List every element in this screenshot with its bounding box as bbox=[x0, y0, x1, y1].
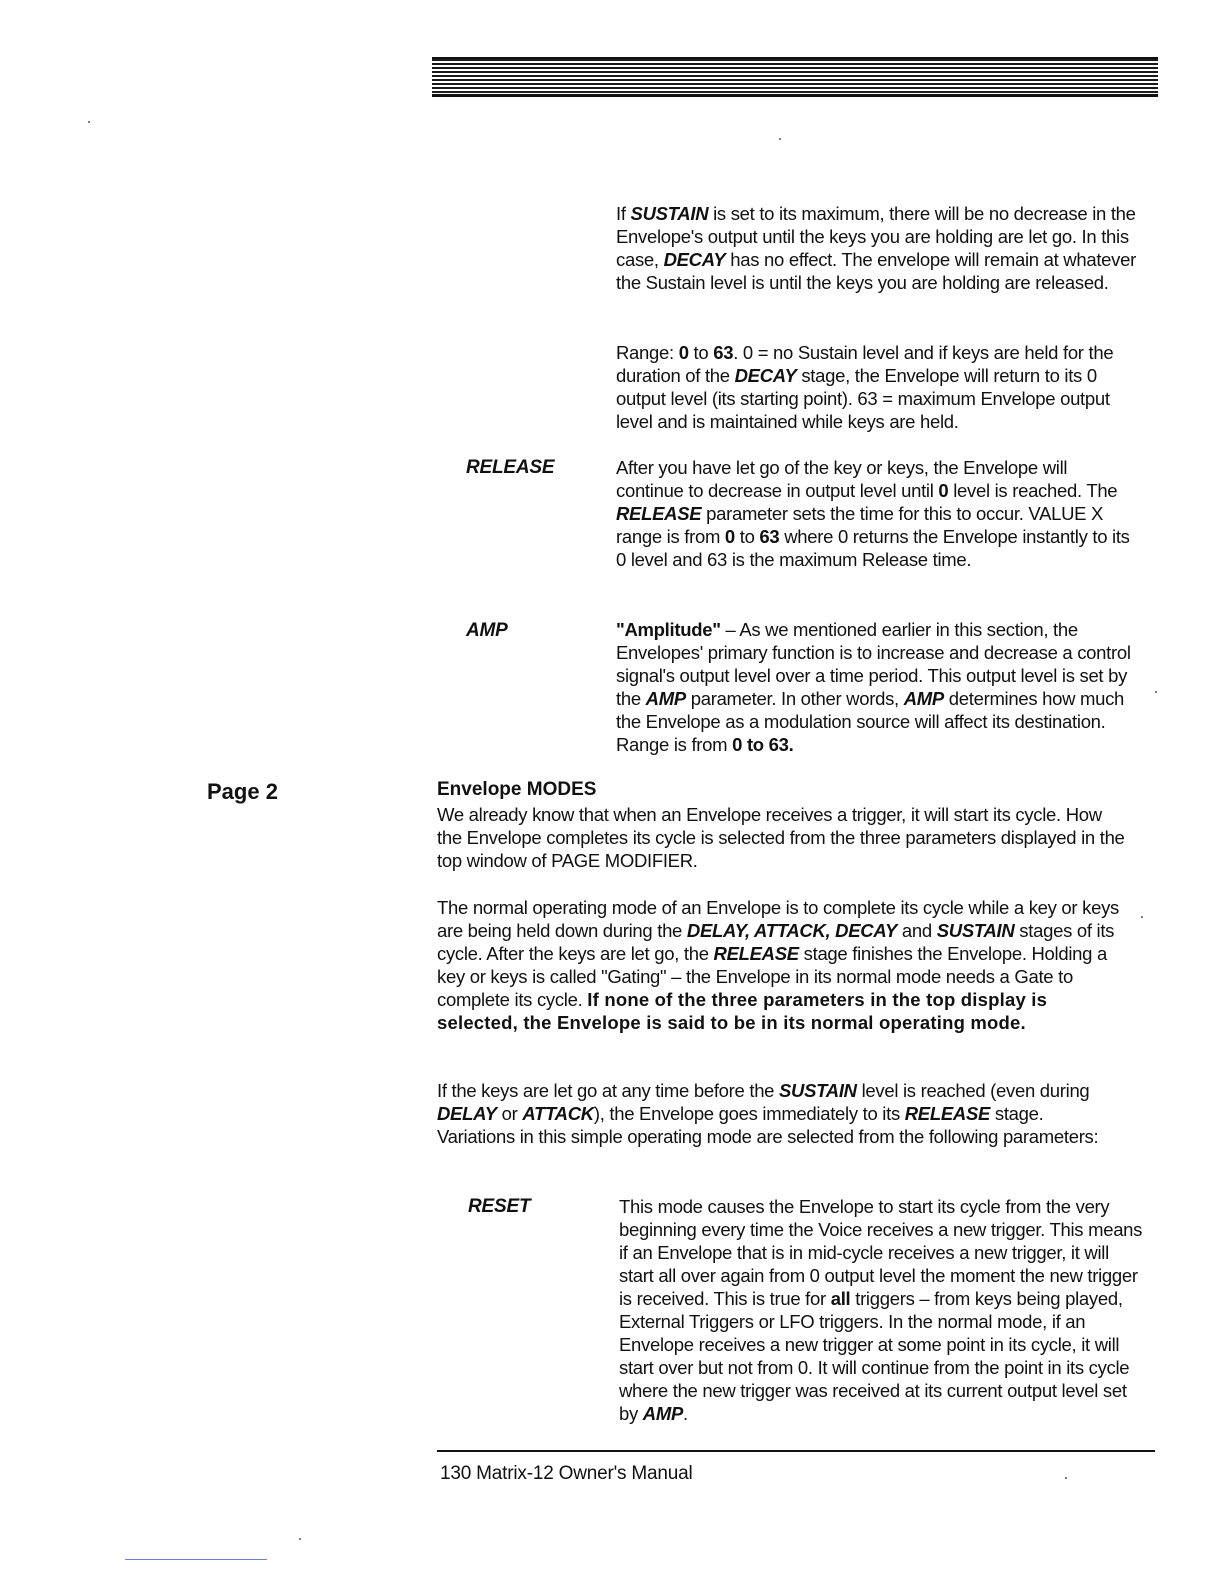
scan-speck bbox=[1065, 1477, 1067, 1479]
amp-term: AMP bbox=[466, 620, 508, 641]
scan-speck bbox=[299, 1538, 301, 1540]
release-term: RELEASE bbox=[466, 457, 555, 478]
reset-description: This mode causes the Envelope to start its cycle from the very beginning every time the Voice receives a new trigger. This means if an Envelope that is in mid-cycle receives a new trigger, it will start all over again from 0 output level the moment the new trigger is received. This is true for all triggers – from keys being played, External Triggers or LFO triggers. In the normal mode, if an Envelope receives a new trigger at some point in its cycle, it will start over but not from 0. It will continue from the point in its cycle where the new trigger was received at its current output level set by AMP. bbox=[619, 1196, 1143, 1424]
release-description: After you have let go of the key or keys, the Envelope will continue to decrease in output level until 0 level is reached. The RELEASE parameter sets the time for this to occur. VALUE X range is from 0 to 63 where 0 returns the Envelope instantly to its 0 level and 63 is the maximum Release time. bbox=[616, 457, 1130, 570]
page-label: Page 2 bbox=[207, 779, 278, 804]
scan-speck bbox=[1141, 916, 1143, 918]
sustain-paragraph-2: Range: 0 to 63. 0 = no Sustain level and if keys are held for the duration of the DECAY stage, the Envelope will return to its 0 output level (its starting point). 63 = maximum Envelope output level and is maintained while keys are held. bbox=[616, 342, 1114, 432]
scan-speck bbox=[779, 138, 781, 140]
section-heading: Envelope MODES bbox=[437, 779, 597, 800]
amp-description: "Amplitude" – As we mentioned earlier in this section, the Envelopes' primary function is to increase and decrease a control signal's output level over a time period. This output level is set by the AMP parameter. In other words, AMP determines how much the Envelope as a modulation source will affect its destination. Range is from 0 to 63. bbox=[616, 619, 1131, 755]
scan-artifact-line bbox=[125, 1559, 267, 1560]
footer-rule bbox=[437, 1450, 1155, 1452]
scan-speck bbox=[88, 121, 90, 123]
scan-speck bbox=[1155, 691, 1157, 693]
sustain-paragraph-1: If SUSTAIN is set to its maximum, there will be no decrease in the Envelope's output until the keys you are holding are let go. In this case, DECAY has no effect. The envelope will remain at whatever the Sustain level is until the keys you are holding are released. bbox=[616, 203, 1136, 293]
modes-paragraph-2: The normal operating mode of an Envelope is to complete its cycle while a key or keys are being held down during the DELAY, ATTACK, DECAY and SUSTAIN stages of its cycle. After the keys are let go, the RELEASE stage finishes the Envelope. Holding a key or keys is called "Gating" – the Envelope in its normal mode needs a Gate to complete its cycle. If none of the three parameters in the top display is selected, the Envelope is said to be in its normal operating mode. bbox=[437, 897, 1119, 1033]
header-rule bbox=[432, 57, 1158, 97]
modes-paragraph-1: We already know that when an Envelope receives a trigger, it will start its cycle. How the Envelope completes its cycle is selected from the three parameters displayed in the top window of PAGE MODIFIER. bbox=[437, 804, 1125, 871]
footer-text: 130 Matrix-12 Owner's Manual bbox=[440, 1463, 693, 1484]
reset-term: RESET bbox=[468, 1196, 531, 1217]
modes-paragraph-3: If the keys are let go at any time before the SUSTAIN level is reached (even during DELAY or ATTACK), the Envelope goes immediately to its RELEASE stage. Variations in this simple operating mode are selected from the following parameters: bbox=[437, 1080, 1099, 1147]
